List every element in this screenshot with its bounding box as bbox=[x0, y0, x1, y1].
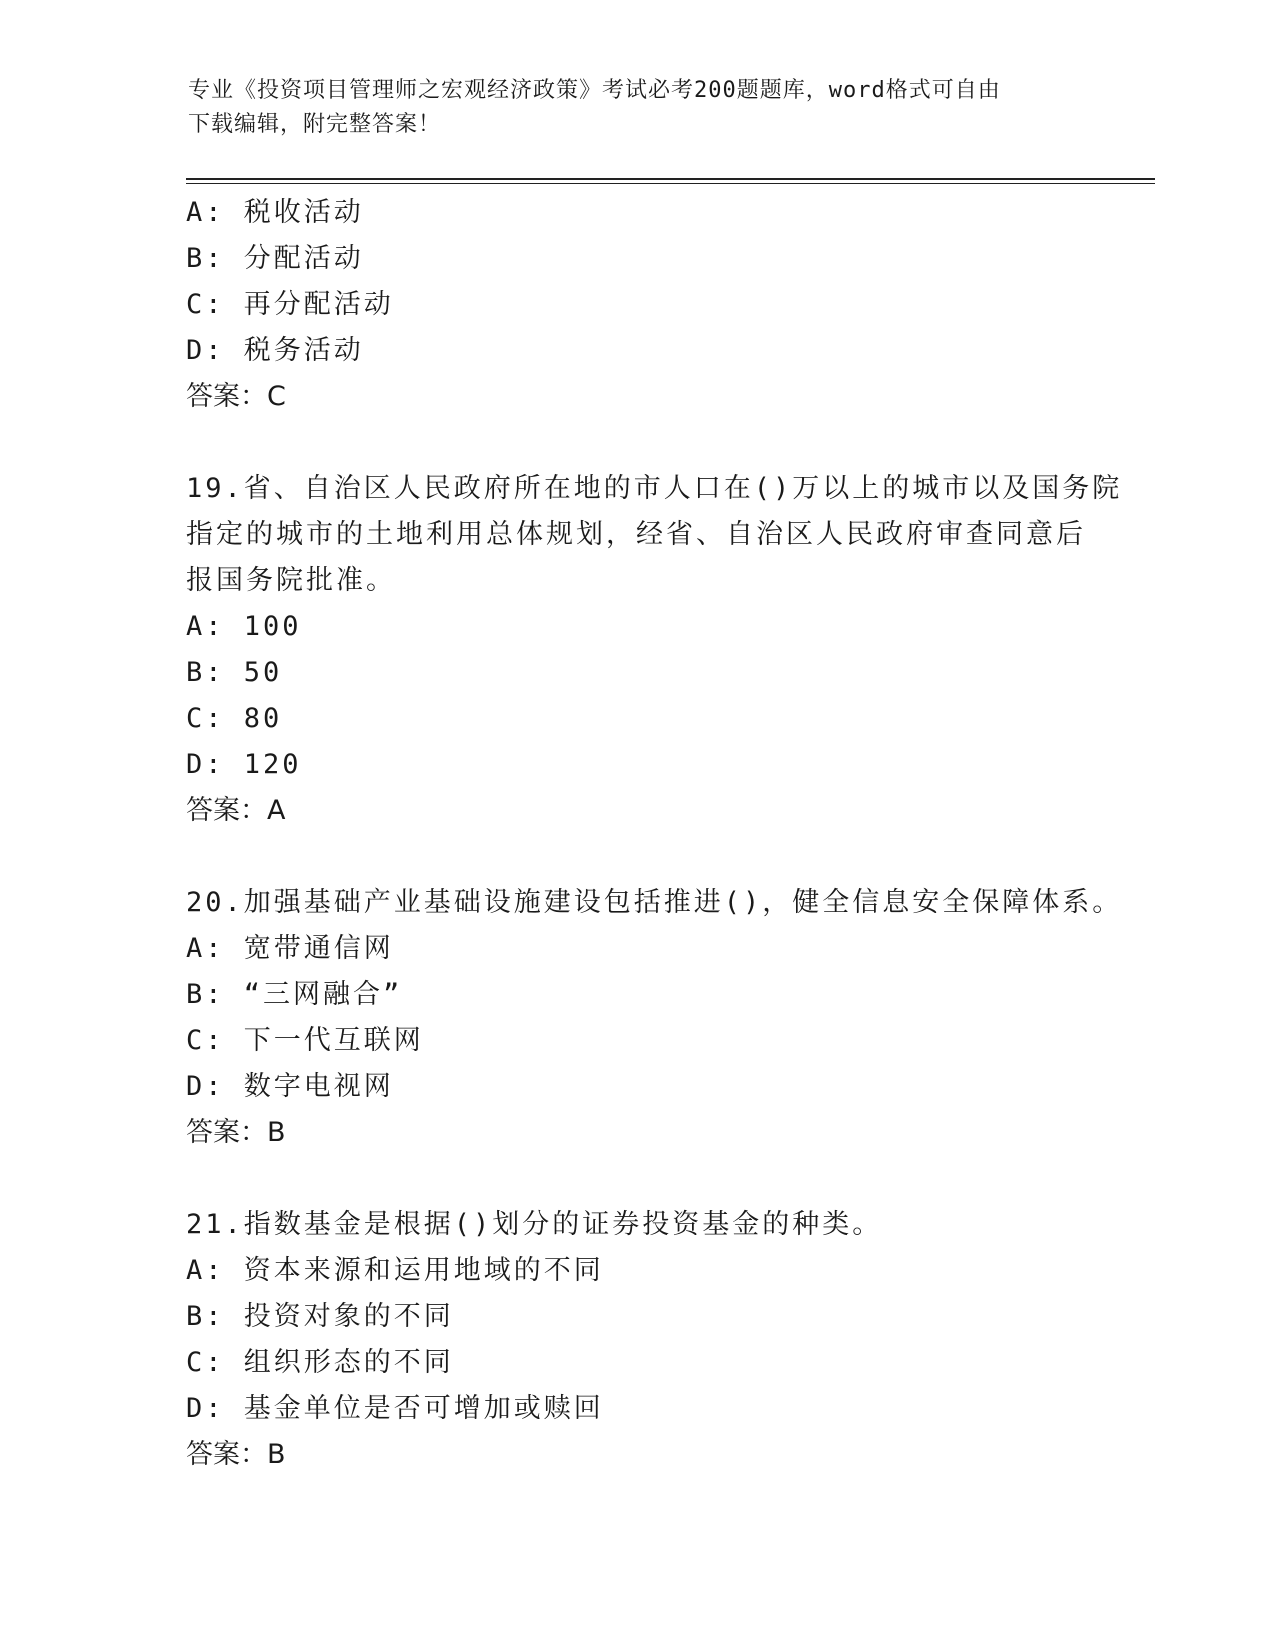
option-d: D: 120 bbox=[186, 749, 302, 780]
option-b: B: 分配活动 bbox=[186, 243, 364, 274]
question-19 bbox=[186, 466, 1123, 834]
answer-line: 答案：B bbox=[186, 1117, 286, 1148]
spacer bbox=[186, 1156, 1086, 1202]
header-line-1: 专业《投资项目管理师之宏观经济政策》考试必考200题题库，word格式可自由 bbox=[188, 78, 1001, 103]
answer-line: 答案：B bbox=[186, 1439, 286, 1470]
option-d: D: 基金单位是否可增加或赎回 bbox=[186, 1393, 604, 1424]
option-c: C: 组织形态的不同 bbox=[186, 1347, 454, 1378]
header-rule-thin bbox=[186, 183, 1155, 184]
option-d: D: 数字电视网 bbox=[186, 1071, 394, 1102]
header-line-2: 下载编辑，附完整答案！ bbox=[188, 112, 442, 137]
header-rule-thick bbox=[186, 178, 1155, 180]
question-stem-line: 21.指数基金是根据()划分的证券投资基金的种类。 bbox=[186, 1209, 883, 1240]
option-b: B: 投资对象的不同 bbox=[186, 1301, 454, 1332]
spacer bbox=[186, 420, 1086, 466]
option-a: A: 税收活动 bbox=[186, 197, 364, 228]
question-stem-line: 20.加强基础产业基础设施建设包括推进()，健全信息安全保障体系。 bbox=[186, 887, 1123, 918]
option-c: C: 再分配活动 bbox=[186, 289, 394, 320]
spacer bbox=[186, 834, 1086, 880]
question-stem-line: 指定的城市的土地利用总体规划，经省、自治区人民政府审查同意后 bbox=[186, 519, 1086, 550]
question-18 bbox=[186, 190, 1086, 420]
question-list bbox=[186, 190, 1123, 1478]
option-a: A: 资本来源和运用地域的不同 bbox=[186, 1255, 604, 1286]
answer-line: 答案：A bbox=[186, 795, 286, 826]
option-b: B: 50 bbox=[186, 657, 283, 688]
question-21 bbox=[186, 1202, 1086, 1478]
option-d: D: 税务活动 bbox=[186, 335, 364, 366]
answer-line: 答案：C bbox=[186, 381, 286, 412]
option-c: C: 下一代互联网 bbox=[186, 1025, 424, 1056]
question-stem-line: 报国务院批准。 bbox=[186, 565, 396, 596]
option-a: A: 100 bbox=[186, 611, 302, 642]
option-c: C: 80 bbox=[186, 703, 283, 734]
question-20 bbox=[186, 880, 1123, 1156]
option-b: B: “三网融合” bbox=[186, 979, 403, 1010]
question-stem-line: 19.省、自治区人民政府所在地的市人口在()万以上的城市以及国务院 bbox=[186, 473, 1123, 504]
option-a: A: 宽带通信网 bbox=[186, 933, 394, 964]
document-header bbox=[188, 74, 1088, 142]
